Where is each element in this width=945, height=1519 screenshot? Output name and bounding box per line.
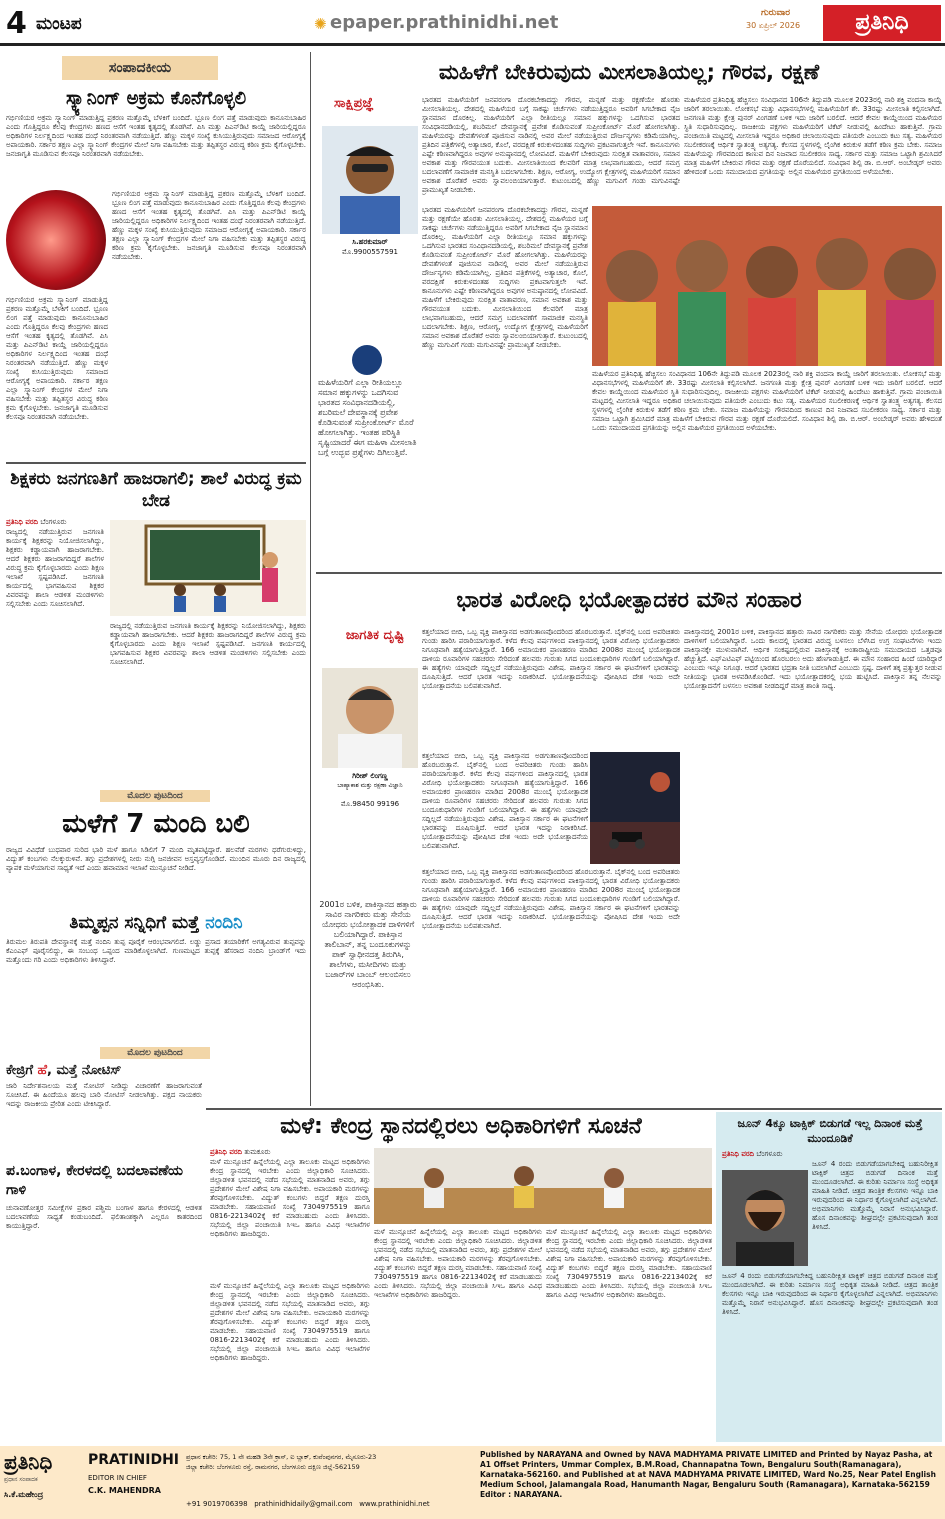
editorial-body: ಗರ್ಭಿಣಿಯರ ಅಕ್ರಮ ಸ್ಕ್ಯಾನಿಂಗ್ ಮಾಡುತ್ತಿದ್ದ ಪ್ರಕರಣ ಮತ್ತೊಮ್ಮೆ ಬೆಳಕಿಗೆ ಬಂದಿದೆ. ಭ್ರೂಣ ಲಿಂಗ ಪತ್ತೆ ಮಾಡುವುದು ಕಾನೂನುಬಾಹಿರ ಎಂದು ಗೊತ್ತಿದ್ದರೂ ಕೆಲವು ಕೇಂದ್ರಗಳು ಹಣದ ಆಸೆಗೆ ಇಂತಹ ಕೃತ್ಯದಲ್ಲಿ ತೊಡಗಿವೆ. ಪಿಸಿ ಮತ್ತು ಪಿಎನ್‌ಡಿಟಿ ಕಾಯ್ದೆ ಜಾರಿಯಲ್ಲಿದ್ದರೂ ಅಧಿಕಾರಿಗಳ ನಿರ್ಲಕ್ಷ್ಯದಿಂದ ಇಂತಹ ದಂಧೆ ನಿರಂತರವಾಗಿ ನಡೆಯುತ್ತಿದೆ. ಹೆಣ್ಣು ಮಕ್ಕಳ ಸಂಖ್ಯೆ ಕುಸಿಯುತ್ತಿರುವುದು ಸಮಾಜದ ಆರೋಗ್ಯಕ್ಕೆ ಅಪಾಯಕಾರಿ. ಸರ್ಕಾರ ತಕ್ಷಣ ಎಲ್ಲಾ ಸ್ಕ್ಯಾನಿಂಗ್ ಕೇಂದ್ರಗಳ ಮೇಲೆ ನಿಗಾ ವಹಿಸಬೇಕು ಮತ್ತು ತಪ್ಪಿತಸ್ಥರ ವಿರುದ್ಧ ಕಠಿಣ ಕ್ರಮ ಕೈಗೊಳ್ಳಬೇಕು. ಜನಜಾಗೃತಿ ಮೂಡಿಸುವ ಕೆಲಸವೂ ನಿರಂತರವಾಗಿ ನಡೆಯಬೇಕು. [112,190,306,261]
photo-street [590,752,680,864]
editorial-body-left: ಗರ್ಭಿಣಿಯರ ಅಕ್ರಮ ಸ್ಕ್ಯಾನಿಂಗ್ ಮಾಡುತ್ತಿದ್ದ ಪ್ರಕರಣ ಮತ್ತೊಮ್ಮೆ ಬೆಳಕಿಗೆ ಬಂದಿದೆ. ಭ್ರೂಣ ಲಿಂಗ ಪತ್ತೆ ಮಾಡುವುದು ಕಾನೂನುಬಾಹಿರ ಎಂದು ಗೊತ್ತಿದ್ದರೂ ಕೆಲವು ಕೇಂದ್ರಗಳು ಹಣದ ಆಸೆಗೆ ಇಂತಹ ಕೃತ್ಯದಲ್ಲಿ ತೊಡಗಿವೆ. ಪಿಸಿ ಮತ್ತು ಪಿಎನ್‌ಡಿಟಿ ಕಾಯ್ದೆ ಜಾರಿಯಲ್ಲಿದ್ದರೂ ಅಧಿಕಾರಿಗಳ ನಿರ್ಲಕ್ಷ್ಯದಿಂದ ಇಂತಹ ದಂಧೆ ನಿರಂತರವಾಗಿ ನಡೆಯುತ್ತಿದೆ. ಹೆಣ್ಣು ಮಕ್ಕಳ ಸಂಖ್ಯೆ ಕುಸಿಯುತ್ತಿರುವುದು ಸಮಾಜದ ಆರೋಗ್ಯಕ್ಕೆ ಅಪಾಯಕಾರಿ. ಸರ್ಕಾರ ತಕ್ಷಣ ಎಲ್ಲಾ ಸ್ಕ್ಯಾನಿಂಗ್ ಕೇಂದ್ರಗಳ ಮೇಲೆ ನಿಗಾ ವಹಿಸಬೇಕು ಮತ್ತು ತಪ್ಪಿತಸ್ಥರ ವಿರುದ್ಧ ಕಠಿಣ ಕ್ರಮ ಕೈಗೊಳ್ಳಬೇಕು. ಜನಜಾಗೃತಿ ಮೂಡಿಸುವ ಕೆಲಸವೂ ನಿರಂತರವಾಗಿ ನಡೆಯಬೇಕು. [6,296,108,421]
section-name: ಮಂಟಪ [36,14,82,34]
continued-strip-2: ಮೊದಲ ಪುಟದಿಂದ [100,1047,210,1059]
site-url[interactable]: epaper.prathinidhi.net [330,12,559,33]
footer-address [186,1452,474,1472]
dateline: ಬೆಂಗಳೂರು [40,518,67,526]
byline-label: ಪ್ರತಿನಿಧಿ ವರದಿ [6,518,39,526]
women-pullquote: ಮಹಿಳೆಯರಿಗೆ ಎಲ್ಲಾ ರೀತಿಯಲ್ಲೂ ಸಮಾನ ಹಕ್ಕುಗಳನ್ನು ಒದಗಿಸುವ ಭಾರತದ ಸಂವಿಧಾನದಡಿಯಲ್ಲಿ, ಶಬರಿಮಲೆ ದೇವಸ್ಥಾನಕ್ಕೆ ಪ್ರವೇಶ ಕೊಡಿಸುವಂತೆ ಸುಪ್ರೀಂಕೋರ್ಟ್ ಮೊರೆ ಹೋಗಲಾಗಿತ್ತು. ಇಂತಹ ಪರಿಸ್ಥಿತಿ ಸೃಷ್ಟಿಯಾದರೆ ಈಗ ಮಹಿಳಾ ಮೀಸಲಾತಿ ಬಗ್ಗೆ ಉದ್ಭವ ಪ್ರಶ್ನೆಗಳು ದಿಗಿಲುತ್ತಿವೆ. [318,378,417,457]
terror-col2: ಪಾಕಿಸ್ತಾನದಲ್ಲಿ 2001ರ ಬಳಿಕ, ಪಾಕಿಸ್ತಾನದ ಹತ್ತಾರು ಸಾವಿರ ನಾಗರಿಕರು ಮತ್ತು ಸೇನೆಯ ಯೋಧರು ಭಯೋತ್ಪಾದಕ ದಾಳಿಗಳಿಗೆ ಬಲಿಯಾಗಿದ್ದಾರೆ. ಒಂದು ಕಾಲದಲ್ಲಿ ಭಾರತದ ವಿರುದ್ಧ ಬಳಸಲು ಬೆಳೆಸಿದ ಉಗ್ರ ಸಂಘಟನೆಗಳು ಇಂದು ಪಾಕಿಸ್ತಾನಕ್ಕೇ ಮುಳುವಾಗಿವೆ. ಆರ್ಥಿಕ ಸಂಕಷ್ಟದಲ್ಲಿರುವ ಪಾಕಿಸ್ತಾನಕ್ಕೆ ಅಂತಾರಾಷ್ಟ್ರೀಯ ಸಮುದಾಯದ ಒತ್ತಡವೂ ಹೆಚ್ಚುತ್ತಿದೆ. ಎಫ್‌ಎಟಿಎಫ್ ಪಟ್ಟಿಯಿಂದ ಹೊರಬರಲು ಅದು ಹೆಣಗಾಡುತ್ತಿದೆ. ಈ ಮೌನ ಸಂಹಾರದ ಹಿಂದೆ ಯಾರಿದ್ದಾರೆ ಎಂಬುದು ಇನ್ನೂ ನಿಗೂಢ. ಆದರೆ ಭಾರತದ ಭದ್ರತಾ ನೀತಿ ಬದಲಾಗಿದೆ ಎಂಬುದು ಸ್ಪಷ್ಟ. ದಾಳಿಗೆ ತಕ್ಕ ಪ್ರತ್ಯುತ್ತರ ನೀಡುವ ನೀತಿಯನ್ನು ಭಾರತ ಅಳವಡಿಸಿಕೊಂಡಿದೆ. ಇದು ಭಯೋತ್ಪಾದಕರಲ್ಲಿ ಭಯ ಹುಟ್ಟಿಸಿದೆ. ಪಾಕಿಸ್ತಾನ ತನ್ನ ನೆಲವನ್ನು ಭಯೋತ್ಪಾದನೆಗೆ ಬಳಸಲು ಅವಕಾಶ ನೀಡದಿದ್ದರೆ ಮಾತ್ರ ಶಾಂತಿ ಸಾಧ್ಯ. [684,628,942,690]
kejriwal-body: ಜಾರಿ ನಿರ್ದೇಶನಾಲಯ ಮತ್ತೆ ನೋಟಿಸ್ ನೀಡಿದ್ದು ವಿಚಾರಣೆಗೆ ಹಾಜರಾಗುವಂತೆ ಸೂಚಿಸಿದೆ. ಈ ಹಿಂದೆಯೂ ಹಲವು ಬಾರಿ ನೋಟಿಸ್ ನೀಡಲಾಗಿತ್ತು. ಪಕ್ಷದ ನಾಯಕರು ಇದನ್ನು ರಾಜಕೀಯ ಪ್ರೇರಿತ ಎಂದು ಟೀಕಿಸಿದ್ದಾರೆ. [6,1082,202,1108]
sun-icon: ✺ [314,15,327,33]
terror-pullquote: 2001ರ ಬಳಿಕ, ಪಾಕಿಸ್ತಾನದ ಹತ್ತಾರು ಸಾವಿರ ನಾಗರಿಕರು ಮತ್ತು ಸೇನೆಯ ಯೋಧರು ಭಯೋತ್ಪಾದಕ ದಾಳಿಗಳಿಗೆ ಬಲಿಯಾಗಿದ್ದಾರೆ. ಪಾಕಿಸ್ತಾನ ತಾಲಿಬಾನ್, ತನ್ನ ಬಂದೂಕುಗಳನ್ನು ಪಾಕ್ ಸ್ವಾಧೀನದತ್ತ ತಿರುಗಿಸಿ, ಶಾಲೆಗಳು, ಮಸೀದಿಗಳು ಮತ್ತು ಬಜಾರ್‌ಗಳ ಬಾಂಬ್ ಆಲಂಬಿಸಲು ಆರಂಭಿಸಿತು. [319,900,417,989]
rain-alert-body-1: ಮಳೆ ಮುನ್ಸೂಚನೆ ಹಿನ್ನೆಲೆಯಲ್ಲಿ ಎಲ್ಲಾ ತಾಲೂಕು ಮಟ್ಟದ ಅಧಿಕಾರಿಗಳು ಕೇಂದ್ರ ಸ್ಥಾನದಲ್ಲಿ ಇರಬೇಕು ಎಂದು ಜಿಲ್ಲಾಧಿಕಾರಿ ಸೂಚಿಸಿದರು. ಜಿಲ್ಲಾಡಳಿತ ಭವನದಲ್ಲಿ ನಡೆದ ಸಭೆಯಲ್ಲಿ ಮಾತನಾಡಿದ ಅವರು, ತಗ್ಗು ಪ್ರದೇಶಗಳ ಮೇಲೆ ವಿಶೇಷ ನಿಗಾ ವಹಿಸಬೇಕು. ಅಪಾಯಕಾರಿ ಮರಗಳನ್ನು ತೆರವುಗೊಳಿಸಬೇಕು. ವಿದ್ಯುತ್ ಕಂಬಗಳು ಬಿದ್ದರೆ ತಕ್ಷಣ ದುರಸ್ತಿ ಮಾಡಬೇಕು. ಸಹಾಯವಾಣಿ ಸಂಖ್ಯೆ 7304975519 ಹಾಗೂ 0816-2213402ಕ್ಕೆ ಕರೆ ಮಾಡಬಹುದು ಎಂದು ತಿಳಿಸಿದರು. ಸಭೆಯಲ್ಲಿ ಜಿಲ್ಲಾ ಪಂಚಾಯಿತಿ ಸಿಇಒ ಹಾಗೂ ವಿವಿಧ ಇಲಾಖೆಗಳ ಅಧಿಕಾರಿಗಳು ಹಾಜರಿದ್ದರು. [210,1158,370,1238]
kejriwal-suffix: , ಮತ್ತೆ ನೋಟಿಸ್ [47,1063,122,1078]
continued-strip: ಮೊದಲ ಪುಟದಿಂದ [100,790,210,802]
photo-teacher [110,520,306,616]
footer-editor-kn: ಸಿ.ಕೆ.ಮಹೇಂದ್ರ [4,1490,44,1499]
women-col1-mid: ಭಾರತದ ಮಹಿಳೆಯರಿಗೆ ಜನಪರಂಗಾ ದೊರಕಬೇಕಾದದ್ದು ಗೌರವ, ಮನ್ನಣೆ ಮತ್ತು ರಕ್ಷಣೆಯೇ ಹೊರತು ಮೀಸಲಾತಿಯಲ್ಲ. ದೇಶದಲ್ಲಿ ಮಹಿಳೆಯರ ಬಗ್ಗೆ ಸಾಕಷ್ಟು ಚರ್ಚೆಗಳು ನಡೆಯುತ್ತಿದ್ದರೂ ಅವರಿಗೆ ಸಿಗಬೇಕಾದ ನೈಜ ಸ್ಥಾನಮಾನ ದೊರಕಿಲ್ಲ. ಮಹಿಳೆಯರಿಗೆ ಎಲ್ಲಾ ರೀತಿಯಲ್ಲೂ ಸಮಾನ ಹಕ್ಕುಗಳನ್ನು ಒದಗಿಸುವ ಭಾರತದ ಸಂವಿಧಾನದಡಿಯಲ್ಲಿ, ಶಬರಿಮಲೆ ದೇವಸ್ಥಾನಕ್ಕೆ ಪ್ರವೇಶ ಕೊಡಿಸುವಂತೆ ಸುಪ್ರೀಂಕೋರ್ಟ್ ಮೊರೆ ಹೋಗಲಾಗಿತ್ತು. ಮಹಿಳೆಯರನ್ನು ದೇವತೆಗಳಂತೆ ಪೂಜಿಸುವ ನಾಡಿನಲ್ಲಿ ಅವರ ಮೇಲೆ ನಡೆಯುತ್ತಿರುವ ದೌರ್ಜನ್ಯಗಳು ಕಡಿಮೆಯಾಗಿಲ್ಲ. ಪ್ರತಿದಿನ ಪತ್ರಿಕೆಗಳಲ್ಲಿ ಅತ್ಯಾಚಾರ, ಕೊಲೆ, ವರದಕ್ಷಿಣೆ ಕಿರುಕುಳದಂತಹ ಸುದ್ದಿಗಳು ಪ್ರಕಟವಾಗುತ್ತಲೇ ಇವೆ. ಕಾನೂನುಗಳು ಎಷ್ಟೇ ಕಠಿಣವಾಗಿದ್ದರೂ ಅವುಗಳ ಅನುಷ್ಠಾನದಲ್ಲಿ ಲೋಪವಿದೆ. ಮಹಿಳೆಗೆ ಬೇಕಿರುವುದು ಸುರಕ್ಷಿತ ವಾತಾವರಣ, ಸಮಾನ ಅವಕಾಶ ಮತ್ತು ಗೌರವಯುತ ಬದುಕು. ಮೀಸಲಾತಿಯಿಂದ ಕೆಲವರಿಗೆ ಮಾತ್ರ ಲಾಭವಾಗಬಹುದು, ಆದರೆ ಸಮಗ್ರ ಬದಲಾವಣೆಗೆ ಸಾಮಾಜಿಕ ಮನಸ್ಥಿತಿ ಬದಲಾಗಬೇಕು. ಶಿಕ್ಷಣ, ಆರೋಗ್ಯ, ಉದ್ಯೋಗ ಕ್ಷೇತ್ರಗಳಲ್ಲಿ ಮಹಿಳೆಯರಿಗೆ ಸಮಾನ ಅವಕಾಶ ದೊರೆತರೆ ಅವರು ಸ್ವಾವಲಂಬಿಯಾಗುತ್ತಾರೆ. ಕುಟುಂಬದಲ್ಲಿ ಹೆಣ್ಣು ಮಗುವಿಗೆ ಗಂಡು ಮಗುವಿನಷ್ಟೇ ಪ್ರಾಮುಖ್ಯತೆ ನೀಡಬೇಕು. [422,206,588,349]
footer-tagline: ಪ್ರಧಾನ ಸಂಪಾದಕ [4,1476,38,1483]
nandini-body: ತಿರುಮಲ ತಿರುಪತಿ ದೇವಸ್ಥಾನಕ್ಕೆ ಮತ್ತೆ ನಂದಿನಿ ತುಪ್ಪ ಪೂರೈಕೆ ಆರಂಭವಾಗಲಿದೆ. ಲಡ್ಡು ಪ್ರಸಾದ ತಯಾರಿಕೆಗೆ ಅಗತ್ಯವಿರುವ ತುಪ್ಪವನ್ನು ಕೆಎಂಎಫ್ ಪೂರೈಸಲಿದ್ದು, ಈ ಸಂಬಂಧ ಒಪ್ಪಂದ ಮಾಡಿಕೊಳ್ಳಲಾಗಿದೆ. ಗುಣಮಟ್ಟದ ತುಪ್ಪಕ್ಕೆ ಹೆಸರಾದ ನಂದಿನಿ ಬ್ರಾಂಡ್‌ಗೆ ಇದು ಮತ್ತೊಂದು ಗರಿ ಎಂದು ಅಧಿಕಾರಿಗಳು ತಿಳಿಸಿದ್ದಾರೆ. [6,938,306,964]
kejriwal-highlight: ಹೆ [37,1063,48,1078]
editorial-headline[interactable]: ಸ್ಕ್ಯಾನಿಂಗ್ ಅಕ್ರಮ ಕೊನೆಗೊಳ್ಳಲಿ [65,88,247,109]
decor-circle [352,345,382,375]
day-label: ಗುರುವಾರ [761,8,791,18]
divider [206,1108,942,1110]
footer-editor-title: EDITOR IN CHIEF [88,1474,147,1482]
teachers-headline[interactable]: ಶಿಕ್ಷಕರು ಜನಗಣತಿಗೆ ಹಾಜರಾಗಲಿ; ಶಾಲೆ ವಿರುದ್ಧ ಕ್ರಮ ಬೇಡ [10,469,302,511]
divider [316,572,942,574]
footer-imprint: Published by NARAYANA and Owned by NAVA MADHYAMA PRIVATE LIMITED and Printed by Nayaz Pasha, at A1 Offset Printers, Ummar Complex, B.M.Road, Channapatna Town, Bengaluru South(Ramanagara), Karnataka-562160. and Published at at NAVA MADHYAMA PRIVATE LIMITED, Ward No.25, Near Patel English Medium School, Jalamangala Road, Hanumanth Nagar, Bengaluru South (Ramanagara), Karnataka-562159 Editor : NARAYANA. [480,1450,936,1499]
terror-col1-top: ಕತ್ತಲೆಯಾದ ಬೀದಿ, ಒಬ್ಬ ವ್ಯಕ್ತಿ ಪಾಕಿಸ್ತಾನದ ಅಡಗುತಾಣವೊಂದರಿಂದ ಹೊರಬರುತ್ತಾನೆ. ಬೈಕ್‌ನಲ್ಲಿ ಬಂದ ಅಪರಿಚಿತರು ಗುಂಡು ಹಾರಿಸಿ ಪರಾರಿಯಾಗುತ್ತಾರೆ. ಕಳೆದ ಕೆಲವು ವರ್ಷಗಳಿಂದ ಪಾಕಿಸ್ತಾನದಲ್ಲಿ ಭಾರತ ವಿರೋಧಿ ಭಯೋತ್ಪಾದಕರು ನಿಗೂಢವಾಗಿ ಹತ್ಯೆಯಾಗುತ್ತಿದ್ದಾರೆ. 166 ಅಮಾಯಕರ ಪ್ರಾಣಹರಣ ಮಾಡಿದ 2008ರ ಮುಂಬೈ ಭಯೋತ್ಪಾದಕ ದಾಳಿಯ ರೂವಾರಿಗಳ ಸಹಚರರು ಸೇರಿದಂತೆ ಹಲವರು ಗುರುತು ಸಿಗದ ಬಂದೂಕುಧಾರಿಗಳ ಗುಂಡಿಗೆ ಬಲಿಯಾಗಿದ್ದಾರೆ. ಈ ಹತ್ಯೆಗಳು ಯಾವುದೇ ಸದ್ದಿಲ್ಲದೆ ನಡೆಯುತ್ತಿರುವುದು ವಿಶೇಷ. ಪಾಕಿಸ್ತಾನ ಸರ್ಕಾರ ಈ ಘಟನೆಗಳಿಗೆ ಭಾರತವನ್ನು ದೂಷಿಸುತ್ತಿದೆ. ಆದರೆ ಭಾರತ ಇದನ್ನು ನಿರಾಕರಿಸಿದೆ. ಭಯೋತ್ಪಾದನೆಯನ್ನು ಪೋಷಿಸಿದ ದೇಶ ಇಂದು ಅದೇ ಭಯೋತ್ಪಾದನೆಯ ಬಲಿಪಶುವಾಗಿದೆ. [422,628,680,690]
byline-label: ಪ್ರತಿನಿಧಿ ವರದಿ [722,1150,755,1158]
footer-logo-block [4,1450,84,1514]
bengal-body: ಚುನಾವಣೋತ್ತರ ಸಮೀಕ್ಷೆಗಳ ಪ್ರಕಾರ ಪಶ್ಚಿಮ ಬಂಗಾಳ ಹಾಗೂ ಕೇರಳದಲ್ಲಿ ಆಡಳಿತ ಬದಲಾವಣೆಯ ಸಾಧ್ಯತೆ ಕಂಡುಬಂದಿದೆ. ಫಲಿತಾಂಶಕ್ಕಾಗಿ ಎಲ್ಲರೂ ಕಾತರದಿಂದ ಕಾಯುತ್ತಿದ್ದಾರೆ. [6,1204,202,1230]
terror-col1: ಕತ್ತಲೆಯಾದ ಬೀದಿ, ಒಬ್ಬ ವ್ಯಕ್ತಿ ಪಾಕಿಸ್ತಾನದ ಅಡಗುತಾಣವೊಂದರಿಂದ ಹೊರಬರುತ್ತಾನೆ. ಬೈಕ್‌ನಲ್ಲಿ ಬಂದ ಅಪರಿಚಿತರು ಗುಂಡು ಹಾರಿಸಿ ಪರಾರಿಯಾಗುತ್ತಾರೆ. ಕಳೆದ ಕೆಲವು ವರ್ಷಗಳಿಂದ ಪಾಕಿಸ್ತಾನದಲ್ಲಿ ಭಾರತ ವಿರೋಧಿ ಭಯೋತ್ಪಾದಕರು ನಿಗೂಢವಾಗಿ ಹತ್ಯೆಯಾಗುತ್ತಿದ್ದಾರೆ. 166 ಅಮಾಯಕರ ಪ್ರಾಣಹರಣ ಮಾಡಿದ 2008ರ ಮುಂಬೈ ಭಯೋತ್ಪಾದಕ ದಾಳಿಯ ರೂವಾರಿಗಳ ಸಹಚರರು ಸೇರಿದಂತೆ ಹಲವರು ಗುರುತು ಸಿಗದ ಬಂದೂಕುಧಾರಿಗಳ ಗುಂಡಿಗೆ ಬಲಿಯಾಗಿದ್ದಾರೆ. ಈ ಹತ್ಯೆಗಳು ಯಾವುದೇ ಸದ್ದಿಲ್ಲದೆ ನಡೆಯುತ್ತಿರುವುದು ವಿಶೇಷ. ಪಾಕಿಸ್ತಾನ ಸರ್ಕಾರ ಈ ಘಟನೆಗಳಿಗೆ ಭಾರತವನ್ನು ದೂಷಿಸುತ್ತಿದೆ. ಆದರೆ ಭಾರತ ಇದನ್ನು ನಿರಾಕರಿಸಿದೆ. ಭಯೋತ್ಪಾದನೆಯನ್ನು ಪೋಷಿಸಿದ ದೇಶ ಇಂದು ಅದೇ ಭಯೋತ್ಪಾದನೆಯ ಬಲಿಪಶುವಾಗಿದೆ. [422,868,680,930]
editorial-tag: ಸಂಪಾದಕೀಯ [62,56,218,80]
rain-alert-body-3: ಮಳೆ ಮುನ್ಸೂಚನೆ ಹಿನ್ನೆಲೆಯಲ್ಲಿ ಎಲ್ಲಾ ತಾಲೂಕು ಮಟ್ಟದ ಅಧಿಕಾರಿಗಳು ಕೇಂದ್ರ ಸ್ಥಾನದಲ್ಲಿ ಇರಬೇಕು ಎಂದು ಜಿಲ್ಲಾಧಿಕಾರಿ ಸೂಚಿಸಿದರು. ಜಿಲ್ಲಾಡಳಿತ ಭವನದಲ್ಲಿ ನಡೆದ ಸಭೆಯಲ್ಲಿ ಮಾತನಾಡಿದ ಅವರು, ತಗ್ಗು ಪ್ರದೇಶಗಳ ಮೇಲೆ ವಿಶೇಷ ನಿಗಾ ವಹಿಸಬೇಕು. ಅಪಾಯಕಾರಿ ಮರಗಳನ್ನು ತೆರವುಗೊಳಿಸಬೇಕು. ವಿದ್ಯುತ್ ಕಂಬಗಳು ಬಿದ್ದರೆ ತಕ್ಷಣ ದುರಸ್ತಿ ಮಾಡಬೇಕು. ಸಹಾಯವಾಣಿ ಸಂಖ್ಯೆ 7304975519 ಹಾಗೂ 0816-2213402ಕ್ಕೆ ಕರೆ ಮಾಡಬಹುದು ಎಂದು ತಿಳಿಸಿದರು. ಸಭೆಯಲ್ಲಿ ಜಿಲ್ಲಾ ಪಂಚಾಯಿತಿ ಸಿಇಒ ಹಾಗೂ ವಿವಿಧ ಇಲಾಖೆಗಳ ಅಧಿಕಾರಿಗಳು ಹಾಜರಿದ್ದರು. [374,1228,542,1299]
terror-author: ಗಿರೀಶ್ ಲಿಂಗಣ್ಣ [352,772,388,780]
photo-meeting [374,1148,712,1224]
terror-col1-mid: ಕತ್ತಲೆಯಾದ ಬೀದಿ, ಒಬ್ಬ ವ್ಯಕ್ತಿ ಪಾಕಿಸ್ತಾನದ ಅಡಗುತಾಣವೊಂದರಿಂದ ಹೊರಬರುತ್ತಾನೆ. ಬೈಕ್‌ನಲ್ಲಿ ಬಂದ ಅಪರಿಚಿತರು ಗುಂಡು ಹಾರಿಸಿ ಪರಾರಿಯಾಗುತ್ತಾರೆ. ಕಳೆದ ಕೆಲವು ವರ್ಷಗಳಿಂದ ಪಾಕಿಸ್ತಾನದಲ್ಲಿ ಭಾರತ ವಿರೋಧಿ ಭಯೋತ್ಪಾದಕರು ನಿಗೂಢವಾಗಿ ಹತ್ಯೆಯಾಗುತ್ತಿದ್ದಾರೆ. 166 ಅಮಾಯಕರ ಪ್ರಾಣಹರಣ ಮಾಡಿದ 2008ರ ಮುಂಬೈ ಭಯೋತ್ಪಾದಕ ದಾಳಿಯ ರೂವಾರಿಗಳ ಸಹಚರರು ಸೇರಿದಂತೆ ಹಲವರು ಗುರುತು ಸಿಗದ ಬಂದೂಕುಧಾರಿಗಳ ಗುಂಡಿಗೆ ಬಲಿಯಾಗಿದ್ದಾರೆ. ಈ ಹತ್ಯೆಗಳು ಯಾವುದೇ ಸದ್ದಿಲ್ಲದೆ ನಡೆಯುತ್ತಿರುವುದು ವಿಶೇಷ. ಪಾಕಿಸ್ತಾನ ಸರ್ಕಾರ ಈ ಘಟನೆಗಳಿಗೆ ಭಾರತವನ್ನು ದೂಷಿಸುತ್ತಿದೆ. ಆದರೆ ಭಾರತ ಇದನ್ನು ನಿರಾಕರಿಸಿದೆ. ಭಯೋತ್ಪಾದನೆಯನ್ನು ಪೋಷಿಸಿದ ದೇಶ ಇಂದು ಅದೇ ಭಯೋತ್ಪಾದನೆಯ ಬಲಿಪಶುವಾಗಿದೆ. [422,752,588,850]
women-col2-top: ಮಹಿಳೆಯರ ಪ್ರತಿನಿಧಿತ್ವ ಹೆಚ್ಚಿಸಲು ಸಂವಿಧಾನದ 106ನೇ ತಿದ್ದುಪಡಿ ಮೂಲಕ 2023ರಲ್ಲಿ ನಾರಿ ಶಕ್ತಿ ವಂದನಾ ಕಾಯ್ದೆ ಜಾರಿಗೆ ತರಲಾಯಿತು. ಲೋಕಸಭೆ ಮತ್ತು ವಿಧಾನಸಭೆಗಳಲ್ಲಿ ಮಹಿಳೆಯರಿಗೆ ಶೇ. 33ರಷ್ಟು ಮೀಸಲಾತಿ ಕಲ್ಪಿಸಲಾಗಿದೆ. ಜನಗಣತಿ ಮತ್ತು ಕ್ಷೇತ್ರ ಪುನರ್ ವಿಂಗಡಣೆ ಬಳಿಕ ಇದು ಜಾರಿಗೆ ಬರಲಿದೆ. ಆದರೆ ಕೇವಲ ಕಾಯ್ದೆಯಿಂದ ಮಹಿಳೆಯರ ಸ್ಥಿತಿ ಸುಧಾರಿಸುವುದಿಲ್ಲ. ರಾಜಕೀಯ ಪಕ್ಷಗಳು ಮಹಿಳೆಯರಿಗೆ ಟಿಕೆಟ್ ನೀಡುವಲ್ಲಿ ಹಿಂದೇಟು ಹಾಕುತ್ತಿವೆ. ಗ್ರಾಮ ಪಂಚಾಯಿತಿ ಮಟ್ಟದಲ್ಲಿ ಮೀಸಲಾತಿ ಇದ್ದರೂ ಅಧಿಕಾರ ಚಲಾಯಿಸುವುದು ಪತಿಯರೇ ಎಂಬುದು ಕಟು ಸತ್ಯ. ಮಹಿಳೆಯರ ಸಬಲೀಕರಣಕ್ಕೆ ಆರ್ಥಿಕ ಸ್ವಾತಂತ್ರ್ಯ ಅತ್ಯಗತ್ಯ. ಕೆಲಸದ ಸ್ಥಳಗಳಲ್ಲಿ ಲೈಂಗಿಕ ಕಿರುಕುಳ ತಡೆಗೆ ಕಠಿಣ ಕ್ರಮ ಬೇಕು. ಸಮಾಜ ಮಹಿಳೆಯನ್ನು ಗೌರವದಿಂದ ಕಾಣುವ ದಿನ ನಿಜವಾದ ಸಬಲೀಕರಣ ಸಾಧ್ಯ. ಸರ್ಕಾರ ಮತ್ತು ಸಮಾಜ ಒಟ್ಟಾಗಿ ಶ್ರಮಿಸಿದರೆ ಮಾತ್ರ ಮಹಿಳೆಗೆ ಬೇಕಿರುವ ಗೌರವ ಮತ್ತು ರಕ್ಷಣೆ ದೊರೆಯಲಿದೆ. ಸಂವಿಧಾನ ಶಿಲ್ಪಿ ಡಾ. ಬಿ.ಆರ್. ಅಂಬೇಡ್ಕರ್ ಅವರು ಹೇಳಿದಂತೆ ಒಂದು ಸಮುದಾಯದ ಪ್ರಗತಿಯನ್ನು ಅಲ್ಲಿನ ಮಹಿಳೆಯರ ಪ್ರಗತಿಯಿಂದ ಅಳೆಯಬೇಕು. [684,96,942,176]
women-phone: ಮೊ.9900557591 [341,248,398,256]
cinema-headline[interactable]: ಜೂನ್ 4ಕ್ಕೂ ಟಾಕ್ಸಿಕ್ ಬಿಡುಗಡೆ ಇಲ್ಲ ದಿನಾಂಕ ಮತ್ತೆ ಮುಂದೂಡಿಕೆ [737,1117,923,1145]
teachers-byline [6,518,106,527]
footer-email[interactable]: prathinidhidaily@gmail.com [254,1500,353,1508]
footer-phone[interactable]: +91 9019706398 [186,1500,248,1508]
rain-alert-body-4: ಮಳೆ ಮುನ್ಸೂಚನೆ ಹಿನ್ನೆಲೆಯಲ್ಲಿ ಎಲ್ಲಾ ತಾಲೂಕು ಮಟ್ಟದ ಅಧಿಕಾರಿಗಳು ಕೇಂದ್ರ ಸ್ಥಾನದಲ್ಲಿ ಇರಬೇಕು ಎಂದು ಜಿಲ್ಲಾಧಿಕಾರಿ ಸೂಚಿಸಿದರು. ಜಿಲ್ಲಾಡಳಿತ ಭವನದಲ್ಲಿ ನಡೆದ ಸಭೆಯಲ್ಲಿ ಮಾತನಾಡಿದ ಅವರು, ತಗ್ಗು ಪ್ರದೇಶಗಳ ಮೇಲೆ ವಿಶೇಷ ನಿಗಾ ವಹಿಸಬೇಕು. ಅಪಾಯಕಾರಿ ಮರಗಳನ್ನು ತೆರವುಗೊಳಿಸಬೇಕು. ವಿದ್ಯುತ್ ಕಂಬಗಳು ಬಿದ್ದರೆ ತಕ್ಷಣ ದುರಸ್ತಿ ಮಾಡಬೇಕು. ಸಹಾಯವಾಣಿ ಸಂಖ್ಯೆ 7304975519 ಹಾಗೂ 0816-2213402ಕ್ಕೆ ಕರೆ ಮಾಡಬಹುದು ಎಂದು ತಿಳಿಸಿದರು. ಸಭೆಯಲ್ಲಿ ಜಿಲ್ಲಾ ಪಂಚಾಯಿತಿ ಸಿಇಒ ಹಾಗೂ ವಿವಿಧ ಇಲಾಖೆಗಳ ಅಧಿಕಾರಿಗಳು ಹಾಜರಿದ್ದರು. [546,1228,712,1299]
photo-author [322,126,418,234]
photo-crowd [592,206,942,366]
women-author: ಸಿ.ಹರಕುಮಾರ್ [352,238,388,246]
divider [6,462,306,464]
bengal-headline[interactable]: ಪ.ಬಂಗಾಳ, ಕೇರಳದಲ್ಲಿ ಬದಲಾವಣೆಯ ಗಾಳಿ [6,1163,183,1198]
rain-deaths-headline[interactable]: ಮಳೆಗೆ 7 ಮಂದಿ ಬಲಿ [62,809,250,839]
footer-editor-en: C.K. MAHENDRA [88,1486,161,1495]
photo-author-2 [322,668,418,768]
teachers-body-2: ರಾಜ್ಯದಲ್ಲಿ ನಡೆಯುತ್ತಿರುವ ಜನಗಣತಿ ಕಾರ್ಯಕ್ಕೆ ಶಿಕ್ಷಕರನ್ನು ನಿಯೋಜಿಸಲಾಗಿದ್ದು, ಶಿಕ್ಷಕರು ಕಡ್ಡಾಯವಾಗಿ ಹಾಜರಾಗಬೇಕು. ಆದರೆ ಶಿಕ್ಷಕರು ಹಾಜರಾಗದಿದ್ದರೆ ಶಾಲೆಗಳ ವಿರುದ್ಧ ಕ್ರಮ ಕೈಗೊಳ್ಳಬಾರದು ಎಂದು ಶಿಕ್ಷಣ ಇಲಾಖೆ ಸ್ಪಷ್ಟಪಡಿಸಿದೆ. ಜನಗಣತಿ ಕಾರ್ಯದಲ್ಲಿ ಭಾಗವಹಿಸುವ ಶಿಕ್ಷಕರ ವಿವರವನ್ನು ಶಾಲಾ ಆಡಳಿತ ಮಂಡಳಿಗಳು ಸಲ್ಲಿಸಬೇಕು ಎಂದು ಸೂಚಿಸಲಾಗಿದೆ. [110,622,306,666]
rain-alert-byline [210,1148,370,1157]
kejriwal-prefix: ಕೇಜ್ರಿಗೆ [6,1063,38,1078]
rain-deaths-body: ರಾಜ್ಯದ ವಿವಿಧೆಡೆ ಬುಧವಾರ ಸುರಿದ ಭಾರಿ ಮಳೆ ಹಾಗೂ ಸಿಡಿಲಿಗೆ 7 ಮಂದಿ ಮೃತಪಟ್ಟಿದ್ದಾರೆ. ಹಲವೆಡೆ ಮರಗಳು ಧರೆಗುರುಳಿದ್ದು, ವಿದ್ಯುತ್ ಕಂಬಗಳು ನೆಲಕ್ಕುರುಳಿವೆ. ತಗ್ಗು ಪ್ರದೇಶಗಳಲ್ಲಿ ನೀರು ನುಗ್ಗಿ ಜನಜೀವನ ಅಸ್ತವ್ಯಸ್ತಗೊಂಡಿದೆ. ಮುಂದಿನ ಮೂರು ದಿನ ರಾಜ್ಯದಲ್ಲಿ ವ್ಯಾಪಕ ಮಳೆಯಾಗುವ ಸಾಧ್ಯತೆ ಇದೆ ಎಂದು ಹವಾಮಾನ ಇಲಾಖೆ ಮುನ್ಸೂಚನೆ ನೀಡಿದೆ. [6,846,306,872]
women-headline[interactable]: ಮಹಿಳೆಗೆ ಬೇಕಿರುವುದು ಮೀಸಲಾತಿಯಲ್ಲ; ಗೌರವ, ರಕ್ಷಣೆ [438,60,820,84]
byline-label: ಪ್ರತಿನಿಧಿ ವರದಿ [210,1148,243,1156]
page-number: 4 [6,6,27,41]
cinema-body-1: ಜೂನ್ 4 ರಂದು ಬಿಡುಗಡೆಯಾಗಬೇಕಿದ್ದ ಬಹುನಿರೀಕ್ಷಿತ ಟಾಕ್ಸಿಕ್ ಚಿತ್ರದ ಬಿಡುಗಡೆ ದಿನಾಂಕ ಮತ್ತೆ ಮುಂದೂಡಲಾಗಿದೆ. ಈ ಕುರಿತು ನಿರ್ಮಾಣ ಸಂಸ್ಥೆ ಅಧಿಕೃತ ಮಾಹಿತಿ ನೀಡಿದೆ. ಚಿತ್ರದ ತಾಂತ್ರಿಕ ಕೆಲಸಗಳು ಇನ್ನೂ ಬಾಕಿ ಇರುವುದರಿಂದ ಈ ನಿರ್ಧಾರ ಕೈಗೊಳ್ಳಲಾಗಿದೆ ಎನ್ನಲಾಗಿದೆ. ಅಭಿಮಾನಿಗಳು ಮತ್ತೊಮ್ಮೆ ನಿರಾಸೆ ಅನುಭವಿಸಿದ್ದಾರೆ. ಹೊಸ ದಿನಾಂಕವನ್ನು ಶೀಘ್ರದಲ್ಲೇ ಪ್ರಕಟಿಸುವುದಾಗಿ ತಂಡ ತಿಳಿಸಿದೆ. [812,1160,938,1231]
women-col1-top: ಭಾರತದ ಮಹಿಳೆಯರಿಗೆ ಜನಪರಂಗಾ ದೊರಕಬೇಕಾದದ್ದು ಗೌರವ, ಮನ್ನಣೆ ಮತ್ತು ರಕ್ಷಣೆಯೇ ಹೊರತು ಮೀಸಲಾತಿಯಲ್ಲ. ದೇಶದಲ್ಲಿ ಮಹಿಳೆಯರ ಬಗ್ಗೆ ಸಾಕಷ್ಟು ಚರ್ಚೆಗಳು ನಡೆಯುತ್ತಿದ್ದರೂ ಅವರಿಗೆ ಸಿಗಬೇಕಾದ ನೈಜ ಸ್ಥಾನಮಾನ ದೊರಕಿಲ್ಲ. ಮಹಿಳೆಯರಿಗೆ ಎಲ್ಲಾ ರೀತಿಯಲ್ಲೂ ಸಮಾನ ಹಕ್ಕುಗಳನ್ನು ಒದಗಿಸುವ ಭಾರತದ ಸಂವಿಧಾನದಡಿಯಲ್ಲಿ, ಶಬರಿಮಲೆ ದೇವಸ್ಥಾನಕ್ಕೆ ಪ್ರವೇಶ ಕೊಡಿಸುವಂತೆ ಸುಪ್ರೀಂಕೋರ್ಟ್ ಮೊರೆ ಹೋಗಲಾಗಿತ್ತು. ಮಹಿಳೆಯರನ್ನು ದೇವತೆಗಳಂತೆ ಪೂಜಿಸುವ ನಾಡಿನಲ್ಲಿ ಅವರ ಮೇಲೆ ನಡೆಯುತ್ತಿರುವ ದೌರ್ಜನ್ಯಗಳು ಕಡಿಮೆಯಾಗಿಲ್ಲ. ಪ್ರತಿದಿನ ಪತ್ರಿಕೆಗಳಲ್ಲಿ ಅತ್ಯಾಚಾರ, ಕೊಲೆ, ವರದಕ್ಷಿಣೆ ಕಿರುಕುಳದಂತಹ ಸುದ್ದಿಗಳು ಪ್ರಕಟವಾಗುತ್ತಲೇ ಇವೆ. ಕಾನೂನುಗಳು ಎಷ್ಟೇ ಕಠಿಣವಾಗಿದ್ದರೂ ಅವುಗಳ ಅನುಷ್ಠಾನದಲ್ಲಿ ಲೋಪವಿದೆ. ಮಹಿಳೆಗೆ ಬೇಕಿರುವುದು ಸುರಕ್ಷಿತ ವಾತಾವರಣ, ಸಮಾನ ಅವಕಾಶ ಮತ್ತು ಗೌರವಯುತ ಬದುಕು. ಮೀಸಲಾತಿಯಿಂದ ಕೆಲವರಿಗೆ ಮಾತ್ರ ಲಾಭವಾಗಬಹುದು, ಆದರೆ ಸಮಗ್ರ ಬದಲಾವಣೆಗೆ ಸಾಮಾಜಿಕ ಮನಸ್ಥಿತಿ ಬದಲಾಗಬೇಕು. ಶಿಕ್ಷಣ, ಆರೋಗ್ಯ, ಉದ್ಯೋಗ ಕ್ಷೇತ್ರಗಳಲ್ಲಿ ಮಹಿಳೆಯರಿಗೆ ಸಮಾನ ಅವಕಾಶ ದೊರೆತರೆ ಅವರು ಸ್ವಾವಲಂಬಿಯಾಗುತ್ತಾರೆ. ಕುಟುಂಬದಲ್ಲಿ ಹೆಣ್ಣು ಮಗುವಿಗೆ ಗಂಡು ಮಗುವಿನಷ್ಟೇ ಪ್ರಾಮುಖ್ಯತೆ ನೀಡಬೇಕು. [422,96,680,194]
dateline: ಬೆಂಗಳೂರು [756,1150,783,1158]
footer-logo-en: PRATINIDHI [88,1452,180,1468]
women-col2: ಮಹಿಳೆಯರ ಪ್ರತಿನಿಧಿತ್ವ ಹೆಚ್ಚಿಸಲು ಸಂವಿಧಾನದ 106ನೇ ತಿದ್ದುಪಡಿ ಮೂಲಕ 2023ರಲ್ಲಿ ನಾರಿ ಶಕ್ತಿ ವಂದನಾ ಕಾಯ್ದೆ ಜಾರಿಗೆ ತರಲಾಯಿತು. ಲೋಕಸಭೆ ಮತ್ತು ವಿಧಾನಸಭೆಗಳಲ್ಲಿ ಮಹಿಳೆಯರಿಗೆ ಶೇ. 33ರಷ್ಟು ಮೀಸಲಾತಿ ಕಲ್ಪಿಸಲಾಗಿದೆ. ಜನಗಣತಿ ಮತ್ತು ಕ್ಷೇತ್ರ ಪುನರ್ ವಿಂಗಡಣೆ ಬಳಿಕ ಇದು ಜಾರಿಗೆ ಬರಲಿದೆ. ಆದರೆ ಕೇವಲ ಕಾಯ್ದೆಯಿಂದ ಮಹಿಳೆಯರ ಸ್ಥಿತಿ ಸುಧಾರಿಸುವುದಿಲ್ಲ. ರಾಜಕೀಯ ಪಕ್ಷಗಳು ಮಹಿಳೆಯರಿಗೆ ಟಿಕೆಟ್ ನೀಡುವಲ್ಲಿ ಹಿಂದೇಟು ಹಾಕುತ್ತಿವೆ. ಗ್ರಾಮ ಪಂಚಾಯಿತಿ ಮಟ್ಟದಲ್ಲಿ ಮೀಸಲಾತಿ ಇದ್ದರೂ ಅಧಿಕಾರ ಚಲಾಯಿಸುವುದು ಪತಿಯರೇ ಎಂಬುದು ಕಟು ಸತ್ಯ. ಮಹಿಳೆಯರ ಸಬಲೀಕರಣಕ್ಕೆ ಆರ್ಥಿಕ ಸ್ವಾತಂತ್ರ್ಯ ಅತ್ಯಗತ್ಯ. ಕೆಲಸದ ಸ್ಥಳಗಳಲ್ಲಿ ಲೈಂಗಿಕ ಕಿರುಕುಳ ತಡೆಗೆ ಕಠಿಣ ಕ್ರಮ ಬೇಕು. ಸಮಾಜ ಮಹಿಳೆಯನ್ನು ಗೌರವದಿಂದ ಕಾಣುವ ದಿನ ನಿಜವಾದ ಸಬಲೀಕರಣ ಸಾಧ್ಯ. ಸರ್ಕಾರ ಮತ್ತು ಸಮಾಜ ಒಟ್ಟಾಗಿ ಶ್ರಮಿಸಿದರೆ ಮಾತ್ರ ಮಹಿಳೆಗೆ ಬೇಕಿರುವ ಗೌರವ ಮತ್ತು ರಕ್ಷಣೆ ದೊರೆಯಲಿದೆ. ಸಂವಿಧಾನ ಶಿಲ್ಪಿ ಡಾ. ಬಿ.ಆರ್. ಅಂಬೇಡ್ಕರ್ ಅವರು ಹೇಳಿದಂತೆ ಒಂದು ಸಮುದಾಯದ ಪ್ರಗತಿಯನ್ನು ಅಲ್ಲಿನ ಮಹಿಳೆಯರ ಪ್ರಗತಿಯಿಂದ ಅಳೆಯಬೇಕು. [592,370,942,432]
nandini-headline-brand: ನಂದಿನಿ [205,913,243,933]
terror-headline[interactable]: ಭಾರತ ವಿರೋಧಿ ಭಯೋತ್ಪಾದಕರ ಮೌನ ಸಂಹಾರ [456,588,802,613]
nandini-headline-prefix: ತಿಮ್ಮಪ್ಪನ ಸನ್ನಿಧಿಗೆ ಮತ್ತೆ [69,913,206,933]
footer-editor-block [88,1452,178,1512]
date-label: 30 ಏಪ್ರಿಲ್ 2026 [746,21,801,30]
rain-alert-body-2: ಮಳೆ ಮುನ್ಸೂಚನೆ ಹಿನ್ನೆಲೆಯಲ್ಲಿ ಎಲ್ಲಾ ತಾಲೂಕು ಮಟ್ಟದ ಅಧಿಕಾರಿಗಳು ಕೇಂದ್ರ ಸ್ಥಾನದಲ್ಲಿ ಇರಬೇಕು ಎಂದು ಜಿಲ್ಲಾಧಿಕಾರಿ ಸೂಚಿಸಿದರು. ಜಿಲ್ಲಾಡಳಿತ ಭವನದಲ್ಲಿ ನಡೆದ ಸಭೆಯಲ್ಲಿ ಮಾತನಾಡಿದ ಅವರು, ತಗ್ಗು ಪ್ರದೇಶಗಳ ಮೇಲೆ ವಿಶೇಷ ನಿಗಾ ವಹಿಸಬೇಕು. ಅಪಾಯಕಾರಿ ಮರಗಳನ್ನು ತೆರವುಗೊಳಿಸಬೇಕು. ವಿದ್ಯುತ್ ಕಂಬಗಳು ಬಿದ್ದರೆ ತಕ್ಷಣ ದುರಸ್ತಿ ಮಾಡಬೇಕು. ಸಹಾಯವಾಣಿ ಸಂಖ್ಯೆ 7304975519 ಹಾಗೂ 0816-2213402ಕ್ಕೆ ಕರೆ ಮಾಡಬಹುದು ಎಂದು ತಿಳಿಸಿದರು. ಸಭೆಯಲ್ಲಿ ಜಿಲ್ಲಾ ಪಂಚಾಯಿತಿ ಸಿಇಒ ಹಾಗೂ ವಿವಿಧ ಇಲಾಖೆಗಳ ಅಧಿಕಾರಿಗಳು ಹಾಜರಿದ್ದರು. [210,1282,370,1362]
footer-address-2: ಜಿಲ್ಲಾ ಕಚೇರಿ: ಬೆಂಗಳೂರು ರಸ್ತೆ, ರಾಮನಗರ, ಬೆಂಗಳೂರು ದಕ್ಷಿಣ ಜಿಲ್ಲೆ-562159 [186,1463,360,1471]
terror-author-role: ಬಾಹ್ಯಾಕಾಶ ಮತ್ತು ರಕ್ಷಣಾ ವಿಜ್ಞಾನಿ [337,782,403,789]
footer-logo: ಪ್ರತಿನಿಧಿ [4,1450,53,1474]
terror-phone: ಮೊ.98450 99196 [340,800,400,808]
cinema-byline [722,1150,938,1159]
kejriwal-headline[interactable] [6,1062,206,1080]
photo-fetus [6,190,106,290]
header-rule [0,43,945,46]
footer-website[interactable]: www.prathinidhi.net [359,1500,430,1508]
footer-contacts [186,1500,474,1508]
column-divider [310,52,311,1106]
footer-address-1: ಪ್ರಧಾನ ಕಚೇರಿ: 75, 1 ನೇ ಮಹಡಿ 3ನೇ ಕ್ರಾಸ್, ಐ ಬ್ಲಾಕ್, ಕುವೆಂಪುನಗರ, ಮೈಸೂರು-23 [186,1453,377,1461]
nandini-headline[interactable] [6,912,306,934]
editorial-body-top: ಗರ್ಭಿಣಿಯರ ಅಕ್ರಮ ಸ್ಕ್ಯಾನಿಂಗ್ ಮಾಡುತ್ತಿದ್ದ ಪ್ರಕರಣ ಮತ್ತೊಮ್ಮೆ ಬೆಳಕಿಗೆ ಬಂದಿದೆ. ಭ್ರೂಣ ಲಿಂಗ ಪತ್ತೆ ಮಾಡುವುದು ಕಾನೂನುಬಾಹಿರ ಎಂದು ಗೊತ್ತಿದ್ದರೂ ಕೆಲವು ಕೇಂದ್ರಗಳು ಹಣದ ಆಸೆಗೆ ಇಂತಹ ಕೃತ್ಯದಲ್ಲಿ ತೊಡಗಿವೆ. ಪಿಸಿ ಮತ್ತು ಪಿಎನ್‌ಡಿಟಿ ಕಾಯ್ದೆ ಜಾರಿಯಲ್ಲಿದ್ದರೂ ಅಧಿಕಾರಿಗಳ ನಿರ್ಲಕ್ಷ್ಯದಿಂದ ಇಂತಹ ದಂಧೆ ನಿರಂತರವಾಗಿ ನಡೆಯುತ್ತಿದೆ. ಹೆಣ್ಣು ಮಕ್ಕಳ ಸಂಖ್ಯೆ ಕುಸಿಯುತ್ತಿರುವುದು ಸಮಾಜದ ಆರೋಗ್ಯಕ್ಕೆ ಅಪಾಯಕಾರಿ. ಸರ್ಕಾರ ತಕ್ಷಣ ಎಲ್ಲಾ ಸ್ಕ್ಯಾನಿಂಗ್ ಕೇಂದ್ರಗಳ ಮೇಲೆ ನಿಗಾ ವಹಿಸಬೇಕು ಮತ್ತು ತಪ್ಪಿತಸ್ಥರ ವಿರುದ್ಧ ಕಠಿಣ ಕ್ರಮ ಕೈಗೊಳ್ಳಬೇಕು. ಜನಜಾಗೃತಿ ಮೂಡಿಸುವ ಕೆಲಸವೂ ನಿರಂತರವಾಗಿ ನಡೆಯಬೇಕು. [6,114,306,158]
terror-column-name: ಜಾಗತಿಕ ದೃಷ್ಟಿ [345,628,405,643]
teachers-body-1: ರಾಜ್ಯದಲ್ಲಿ ನಡೆಯುತ್ತಿರುವ ಜನಗಣತಿ ಕಾರ್ಯಕ್ಕೆ ಶಿಕ್ಷಕರನ್ನು ನಿಯೋಜಿಸಲಾಗಿದ್ದು, ಶಿಕ್ಷಕರು ಕಡ್ಡಾಯವಾಗಿ ಹಾಜರಾಗಬೇಕು. ಆದರೆ ಶಿಕ್ಷಕರು ಹಾಜರಾಗದಿದ್ದರೆ ಶಾಲೆಗಳ ವಿರುದ್ಧ ಕ್ರಮ ಕೈಗೊಳ್ಳಬಾರದು ಎಂದು ಶಿಕ್ಷಣ ಇಲಾಖೆ ಸ್ಪಷ್ಟಪಡಿಸಿದೆ. ಜನಗಣತಿ ಕಾರ್ಯದಲ್ಲಿ ಭಾಗವಹಿಸುವ ಶಿಕ್ಷಕರ ವಿವರವನ್ನು ಶಾಲಾ ಆಡಳಿತ ಮಂಡಳಿಗಳು ಸಲ್ಲಿಸಬೇಕು ಎಂದು ಸೂಚಿಸಲಾಗಿದೆ. [6,528,104,608]
rain-alert-headline[interactable]: ಮಳೆ: ಕೇಂದ್ರ ಸ್ಥಾನದಲ್ಲಿರಲು ಅಧಿಕಾರಿಗಳಿಗೆ ಸೂಚನೆ [280,1114,642,1139]
photo-actor [722,1170,808,1266]
cinema-body-2: ಜೂನ್ 4 ರಂದು ಬಿಡುಗಡೆಯಾಗಬೇಕಿದ್ದ ಬಹುನಿರೀಕ್ಷಿತ ಟಾಕ್ಸಿಕ್ ಚಿತ್ರದ ಬಿಡುಗಡೆ ದಿನಾಂಕ ಮತ್ತೆ ಮುಂದೂಡಲಾಗಿದೆ. ಈ ಕುರಿತು ನಿರ್ಮಾಣ ಸಂಸ್ಥೆ ಅಧಿಕೃತ ಮಾಹಿತಿ ನೀಡಿದೆ. ಚಿತ್ರದ ತಾಂತ್ರಿಕ ಕೆಲಸಗಳು ಇನ್ನೂ ಬಾಕಿ ಇರುವುದರಿಂದ ಈ ನಿರ್ಧಾರ ಕೈಗೊಳ್ಳಲಾಗಿದೆ ಎನ್ನಲಾಗಿದೆ. ಅಭಿಮಾನಿಗಳು ಮತ್ತೊಮ್ಮೆ ನಿರಾಸೆ ಅನುಭವಿಸಿದ್ದಾರೆ. ಹೊಸ ದಿನಾಂಕವನ್ನು ಶೀಘ್ರದಲ್ಲೇ ಪ್ರಕಟಿಸುವುದಾಗಿ ತಂಡ ತಿಳಿಸಿದೆ. [722,1272,938,1316]
logo[interactable]: ಪ್ರತಿನಿಧಿ [823,5,941,41]
dateline: ತುಮಕೂರು [244,1148,271,1156]
women-column-name: ಸಾಕ್ಷಿಪ್ರಜ್ಞೆ [334,96,374,111]
